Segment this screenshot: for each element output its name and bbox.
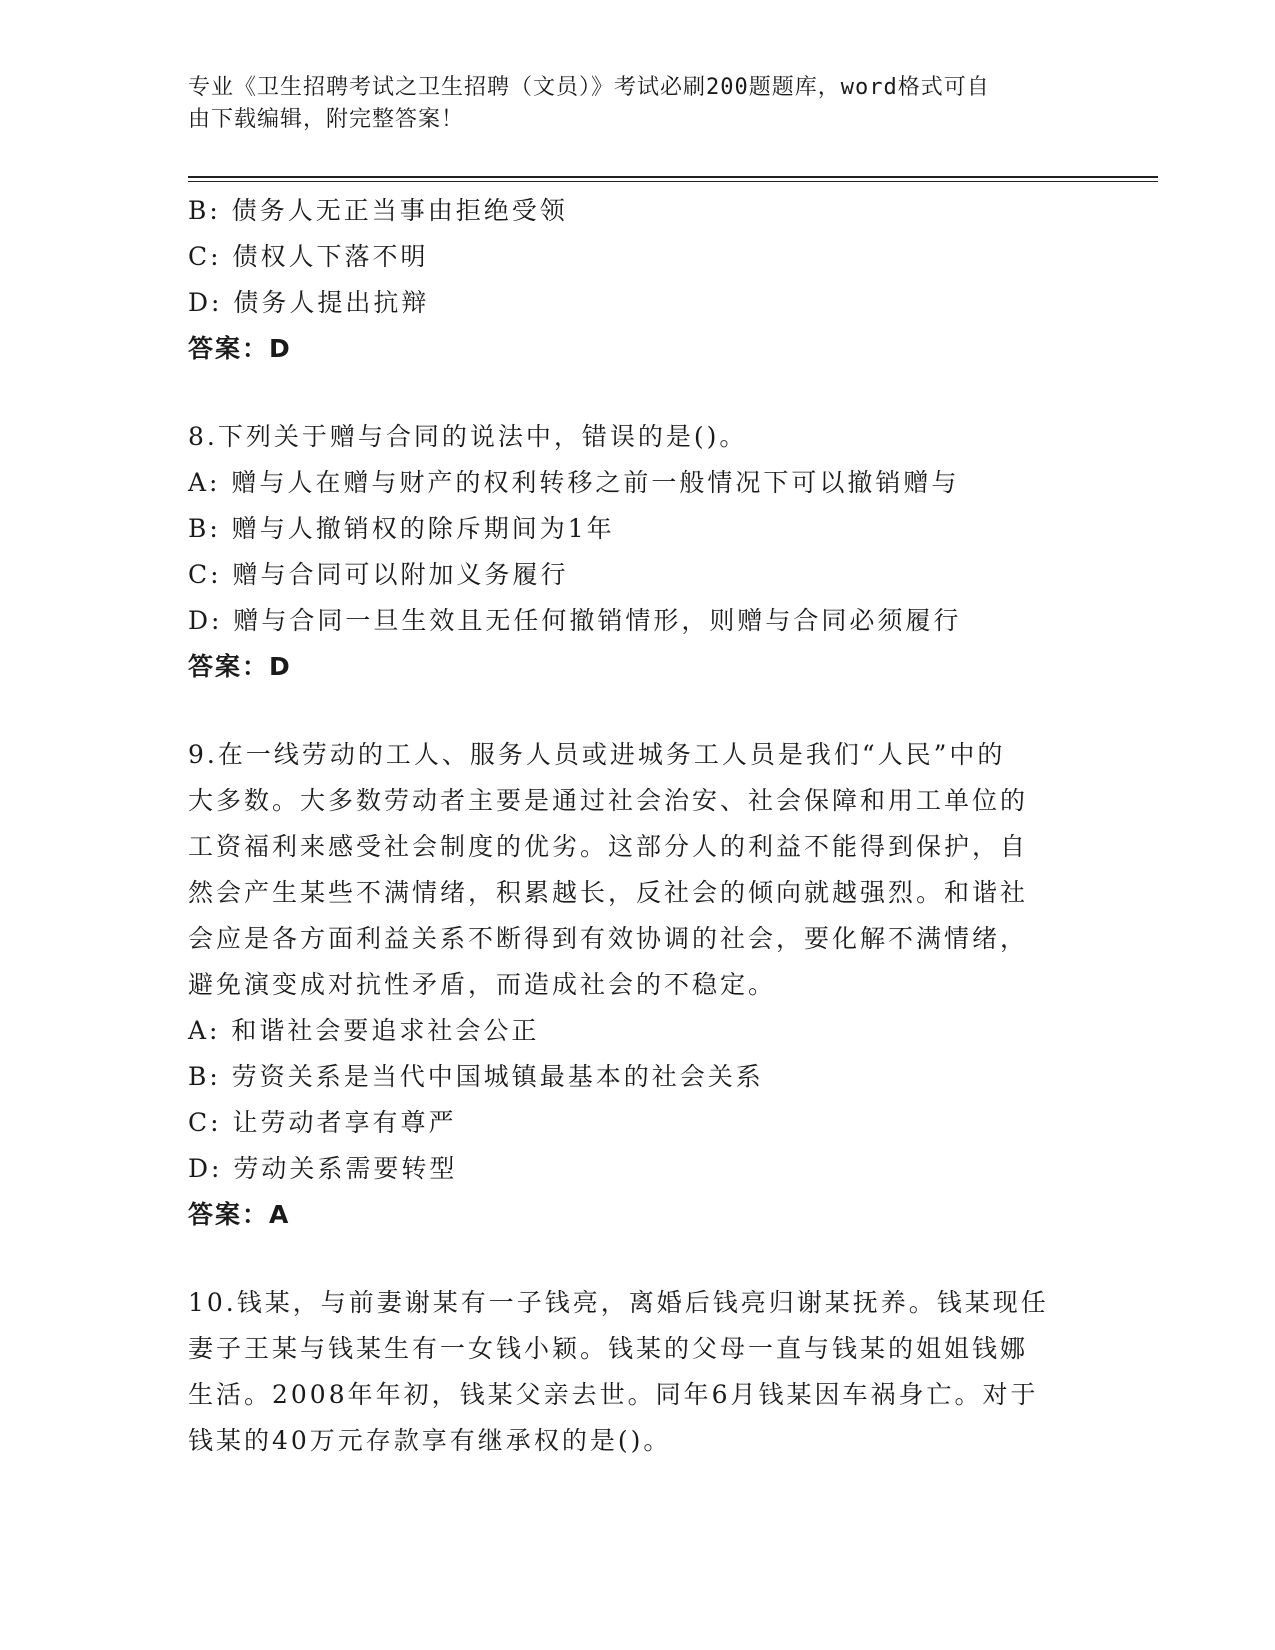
question-spacer <box>188 690 1068 732</box>
header-rule-thin <box>188 181 1158 182</box>
question-stem-line: 妻子王某与钱某生有一女钱小颖。钱某的父母一直与钱某的姐姐钱娜 <box>188 1334 1029 1363</box>
question-stem-line: 工资福利来感受社会制度的优劣。这部分人的利益不能得到保护，自 <box>188 832 1029 861</box>
option-b: B: 劳资关系是当代中国城镇最基本的社会关系 <box>188 1062 764 1091</box>
header-title-line-1: 专业《卫生招聘考试之卫生招聘（文员）》考试必刷200题题库，word格式可自 <box>188 75 990 100</box>
question-10 <box>188 1280 1068 1464</box>
question-9 <box>188 732 1068 1238</box>
option-d: D: 债务人提出抗辩 <box>188 288 430 317</box>
option-b: B: 债务人无正当事由拒绝受领 <box>188 196 568 225</box>
question-stem-line: 10.钱某，与前妻谢某有一子钱亮，离婚后钱亮归谢某抚养。钱某现任 <box>188 1288 1049 1317</box>
header-rule-thick <box>188 176 1158 178</box>
question-stem-line: 会应是各方面利益关系不断得到有效协调的社会，要化解不满情绪， <box>188 924 1029 953</box>
option-c: C: 债权人下落不明 <box>188 242 429 271</box>
header-title-line-2: 由下载编辑，附完整答案！ <box>188 107 465 132</box>
question-stem-line: 9.在一线劳动的工人、服务人员或进城务工人员是我们“人民”中的 <box>188 740 1006 769</box>
answer-label: 答案：D <box>188 652 292 681</box>
answer-label: 答案：D <box>188 334 292 363</box>
option-b: B: 赠与人撤销权的除斥期间为1年 <box>188 514 615 543</box>
option-d: D: 赠与合同一旦生效且无任何撤销情形，则赠与合同必须履行 <box>188 606 962 635</box>
option-d: D: 劳动关系需要转型 <box>188 1154 458 1183</box>
document-header <box>188 72 1068 136</box>
option-c: C: 让劳动者享有尊严 <box>188 1108 457 1137</box>
answer-label: 答案：A <box>188 1200 291 1229</box>
question-stem-line: 然会产生某些不满情绪，积累越长，反社会的倾向就越强烈。和谐社 <box>188 878 1029 907</box>
option-a: A: 赠与人在赠与财产的权利转移之前一般情况下可以撤销赠与 <box>188 468 960 497</box>
question-stem-line: 避免演变成对抗性矛盾，而造成社会的不稳定。 <box>188 970 777 999</box>
question-7-continued <box>188 188 1068 372</box>
option-c: C: 赠与合同可以附加义务履行 <box>188 560 569 589</box>
question-stem-line: 生活。2008年年初，钱某父亲去世。同年6月钱某因车祸身亡。对于 <box>188 1380 1039 1409</box>
question-stem-line: 钱某的40万元存款享有继承权的是()。 <box>188 1426 672 1455</box>
question-spacer <box>188 1238 1068 1280</box>
option-a: A: 和谐社会要追求社会公正 <box>188 1016 540 1045</box>
question-8 <box>188 414 1068 690</box>
question-list <box>188 188 1068 1464</box>
question-stem-line: 大多数。大多数劳动者主要是通过社会治安、社会保障和用工单位的 <box>188 786 1029 815</box>
question-spacer <box>188 372 1068 414</box>
question-stem: 8.下列关于赠与合同的说法中，错误的是()。 <box>188 422 748 451</box>
